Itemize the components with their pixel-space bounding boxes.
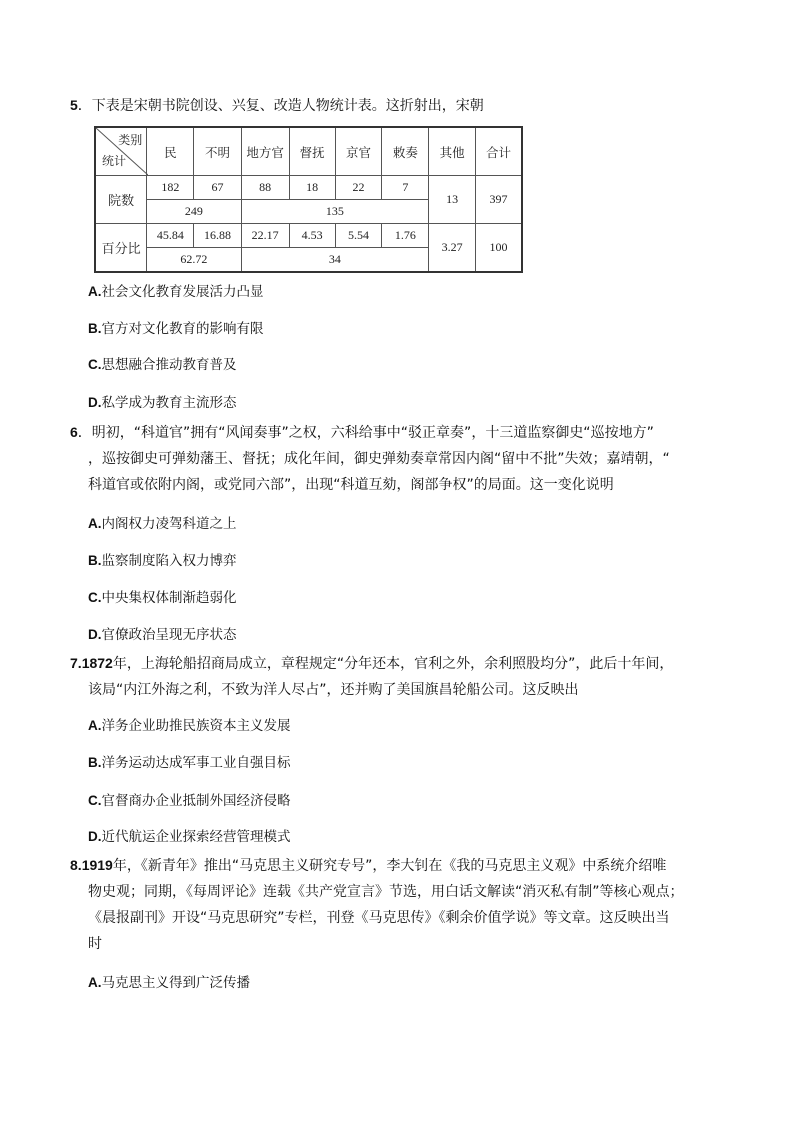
option-letter: A. <box>88 718 102 733</box>
statistics-table <box>94 126 523 269</box>
option-letter: A. <box>88 284 102 299</box>
option-c[interactable] <box>88 355 237 375</box>
option-a[interactable] <box>88 514 237 534</box>
option-letter: C. <box>88 357 102 372</box>
option-text: 思想融合推动教育普及 <box>101 357 237 373</box>
table-cell: 1.76 <box>382 224 429 248</box>
option-text: 官方对文化教育的影响有限 <box>101 321 264 337</box>
row-label-percent: 百分比 <box>95 224 147 273</box>
table-header: 其他 <box>429 127 476 176</box>
option-d[interactable] <box>88 625 237 645</box>
question-text: ．明初，“科道官”拥有“风闻奏事”之权，六科给事中“驳正章奏”，十三道监察御史“巡按地方” <box>77 425 654 441</box>
option-text: 官僚政治呈现无序状态 <box>101 627 237 643</box>
question-6 <box>70 419 710 498</box>
option-text: 社会文化教育发展活力凸显 <box>101 284 264 300</box>
question-6-line-3: 科道官或依附内阁，或党同六部”，出现“科道互劾，阁部争权”的局面。这一变化说明 <box>88 477 614 493</box>
option-text: 洋务企业助推民族资本主义发展 <box>101 718 291 734</box>
table-cell: 4.53 <box>289 224 335 248</box>
option-letter: B. <box>88 553 102 568</box>
question-5 <box>70 92 710 119</box>
table-cell-group-private: 62.72 <box>147 248 241 273</box>
option-text: 私学成为教育主流形态 <box>101 395 237 411</box>
option-letter: D. <box>88 627 102 642</box>
question-number: 5 <box>70 97 78 113</box>
option-letter: C. <box>88 793 102 808</box>
option-letter: D. <box>88 829 102 844</box>
question-7 <box>70 650 710 703</box>
option-letter: D. <box>88 395 102 410</box>
option-letter: A. <box>88 516 102 531</box>
question-6-line-1 <box>70 419 710 446</box>
question-8-line-3: 《晨报副刊》开设“马克思研究”专栏，刊登《马克思传》《剩余价值学说》等文章。这反映出当 <box>88 910 670 926</box>
table-cell-total: 397 <box>476 176 522 224</box>
question-8 <box>70 852 710 957</box>
table-cell: 7 <box>382 176 429 200</box>
option-letter: A. <box>88 975 102 990</box>
table-cell: 88 <box>241 176 289 200</box>
option-text: 近代航运企业探索经营管理模式 <box>101 829 291 845</box>
question-7-line-2: 该局“内江外海之利，不致为洋人尽占”，还并购了美国旗昌轮船公司。这反映出 <box>88 682 579 698</box>
option-c[interactable] <box>88 588 237 608</box>
option-a[interactable] <box>88 282 264 302</box>
option-text: 马克思主义得到广泛传播 <box>101 975 250 991</box>
table-cell-group-official: 34 <box>241 248 429 273</box>
question-5-stem <box>70 92 710 119</box>
option-letter: C. <box>88 590 102 605</box>
question-6-line-2: ，巡按御史可弹劾藩王、督抚；成化年间，御史弹劾奏章常因内阁“留中不批”失效；嘉靖朝，“ <box>88 451 670 467</box>
question-text: 年，《新青年》推出“马克思主义研究专号”，李大钊在《我的马克思主义观》中系统介绍唯 <box>112 858 667 874</box>
corner-bottom-label: 统计 <box>102 154 127 168</box>
table-header: 地方官 <box>241 127 289 176</box>
table-cell-other: 3.27 <box>429 224 476 273</box>
table-cell: 182 <box>147 176 194 200</box>
table-cell: 22.17 <box>241 224 289 248</box>
question-number: 8. <box>70 857 82 873</box>
table-cell-group-official: 135 <box>241 200 429 224</box>
table-header: 合计 <box>476 127 522 176</box>
option-a[interactable] <box>88 973 250 993</box>
option-text: 监察制度陷入权力博弈 <box>101 553 237 569</box>
table-header: 督抚 <box>289 127 335 176</box>
option-text: 官督商办企业抵制外国经济侵略 <box>101 793 291 809</box>
table-cell: 18 <box>289 176 335 200</box>
question-number: 6 <box>70 424 78 440</box>
option-text: 洋务运动达成军事工业自强目标 <box>101 755 291 771</box>
table-corner-cell <box>95 127 147 176</box>
option-b[interactable] <box>88 319 264 339</box>
question-text: 年，上海轮船招商局成立，章程规定“分年还本，官利之外，余利照股均分”，此后十年间， <box>112 656 674 672</box>
question-8-line-1 <box>70 852 710 879</box>
option-a[interactable] <box>88 716 291 736</box>
option-b[interactable] <box>88 551 237 571</box>
question-year: 1919 <box>81 857 113 873</box>
option-c[interactable] <box>88 791 291 811</box>
table-cell-other: 13 <box>429 176 476 224</box>
table-cell-group-private: 249 <box>147 200 241 224</box>
table-cell: 16.88 <box>194 224 241 248</box>
option-text: 中央集权体制渐趋弱化 <box>101 590 237 606</box>
option-d[interactable] <box>88 393 237 413</box>
option-text: 内阁权力凌驾科道之上 <box>101 516 237 532</box>
row-label-count: 院数 <box>95 176 147 224</box>
option-letter: B. <box>88 321 102 336</box>
option-letter: B. <box>88 755 102 770</box>
question-number: 7. <box>70 655 82 671</box>
table-cell: 22 <box>335 176 382 200</box>
table-cell: 67 <box>194 176 241 200</box>
table-cell: 5.54 <box>335 224 382 248</box>
question-7-line-1 <box>70 650 710 677</box>
question-8-line-2: 物史观；同期，《每周评论》连载《共产党宣言》节选，用白话文解读“消灭私有制”等核心观点； <box>88 884 684 900</box>
table-cell: 45.84 <box>147 224 194 248</box>
corner-top-label: 类别 <box>118 133 143 147</box>
table-header: 京官 <box>335 127 382 176</box>
table-cell-total: 100 <box>476 224 522 273</box>
option-b[interactable] <box>88 753 291 773</box>
table-header: 民 <box>147 127 194 176</box>
question-8-line-4: 时 <box>88 936 102 952</box>
table-header: 不明 <box>194 127 241 176</box>
table-header: 敕奏 <box>382 127 429 176</box>
question-text: ．下表是宋朝书院创设、兴复、改造人物统计表。这折射出，宋朝 <box>77 98 484 114</box>
question-year: 1872 <box>81 655 113 671</box>
option-d[interactable] <box>88 827 291 847</box>
